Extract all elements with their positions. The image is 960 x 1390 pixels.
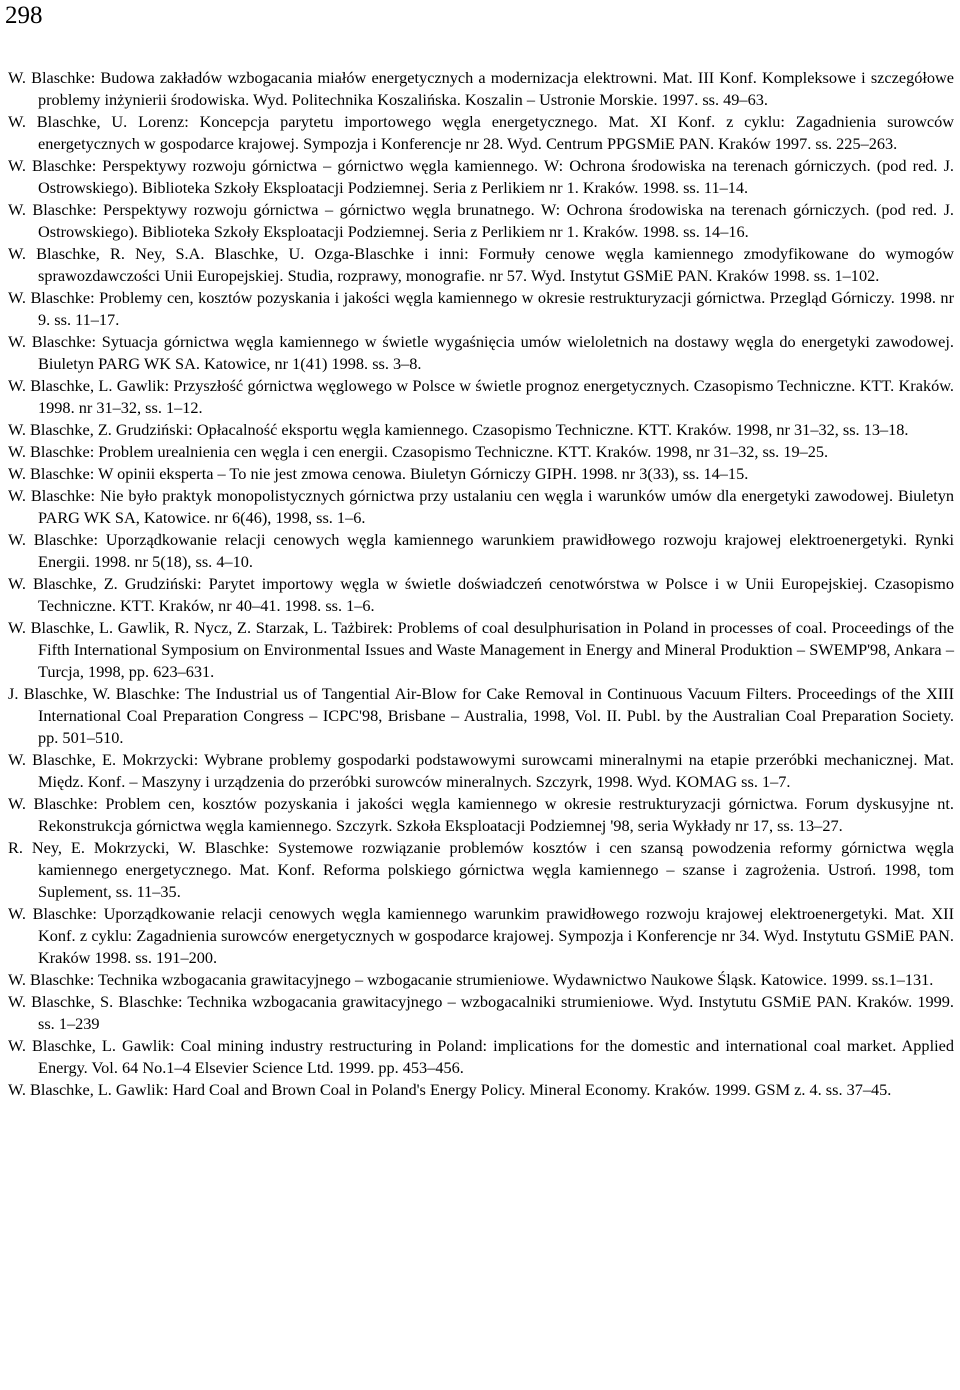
page-number: 298 [5,2,43,29]
reference-entry: W. Blaschke, L. Gawlik: Przyszłość górnictwa węglowego w Polsce w świetle prognoz energetycznych. Czasopismo Techniczne. KTT. Kraków. 1998. nr 31–32, ss. 1–12. [8,376,954,417]
reference-entry: W. Blaschke: Uporządkowanie relacji cenowych węgla kamiennego warunkim prawidłowego rozwoju krajowej elektroenergetyki. Mat. XII Konf. z cyklu: Zagadnienia surowców energetycznych w gospodarce krajowej. Sympozja i Konferencje nr 34. Wyd. Instytutu GSMiE PAN. Kraków 1998. ss. 191–200. [8,904,954,967]
reference-entry: W. Blaschke, Z. Grudziński: Opłacalność eksportu węgla kamiennego. Czasopismo Techniczne. KTT. Kraków. 1998, nr 31–32, ss. 13–18. [8,420,909,439]
reference-entry: W. Blaschke: Problem urealnienia cen węgla i cen energii. Czasopismo Techniczne. KTT. Kraków. 1998, nr 31–32, ss. 19–25. [8,442,829,461]
reference-entry: W. Blaschke: Technika wzbogacania grawitacyjnego – wzbogacanie strumieniowe. Wydawnictwo Naukowe Śląsk. Katowice. 1999. ss.1–131. [8,970,934,989]
reference-entry: W. Blaschke: Sytuacja górnictwa węgla kamiennego w świetle wygaśnięcia umów wieloletnich na dostawy węgla do energetyki zawodowej. Biuletyn PARG WK SA. Katowice, nr 1(41) 1998. ss. 3–8. [8,332,954,373]
reference-entry: R. Ney, E. Mokrzycki, W. Blaschke: Systemowe rozwiązanie problemów kosztów i cen szansą powodzenia reformy górnictwa węgla kamiennego energetycznego. Mat. Konf. Reforma polskiego górnictwa węgla kamiennego – szanse i zagrożenia. Ustroń. 1998, tom Suplement, ss. 11–35. [8,838,954,901]
reference-entry: W. Blaschke, L. Gawlik: Hard Coal and Brown Coal in Poland's Energy Policy. Mineral Economy. Kraków. 1999. GSM z. 4. ss. 37–45. [8,1080,892,1099]
reference-entry: W. Blaschke, L. Gawlik, R. Nycz, Z. Starzak, L. Tażbirek: Problems of coal desulphurisation in Poland in processes of coal. Proceedings of the Fifth International Symposium on Environmental Issues and Waste Management in Energy and Mineral Produktion – SWEMP'98, Ankara – Turcja, 1998, pp. 623–631. [8,618,954,681]
reference-entry: W. Blaschke: Perspektywy rozwoju górnictwa – górnictwo węgla kamiennego. W: Ochrona środowiska na terenach górniczych. (pod red. J. Ostrowskiego). Biblioteka Szkoły Eksploatacji Podziemnej. Seria z Perlikiem nr 1. Kraków. 1998. ss. 11–14. [8,156,954,197]
reference-entry: W. Blaschke: Problemy cen, kosztów pozyskania i jakości węgla kamiennego w okresie restrukturyzacji górnictwa. Przegląd Górniczy. 1998. nr 9. ss. 11–17. [8,288,954,329]
reference-entry: W. Blaschke: Uporządkowanie relacji cenowych węgla kamiennego warunkiem prawidłowego rozwoju krajowej elektroenergetyki. Rynki Energii. 1998. nr 5(18), ss. 4–10. [8,530,954,571]
reference-entry: W. Blaschke: Budowa zakładów wzbogacania miałów energetycznych a modernizacja elektrowni. Mat. III Konf. Kompleksowe i szczegółowe problemy inżynierii środowiska. Wyd. Politechnika Koszalińska. Koszalin – Ustronie Morskie. 1997. ss. 49–63. [8,68,954,109]
reference-list [8,67,954,1101]
reference-entry: W. Blaschke, E. Mokrzycki: Wybrane problemy gospodarki podstawowymi surowcami mineralnymi na etapie przeróbki mechanicznej. Mat. Międz. Konf. – Maszyny i urządzenia do przeróbki surowców mineralnych. Szczyrk, 1998. Wyd. KOMAG ss. 1–7. [8,750,954,791]
reference-entry: W. Blaschke: W opinii eksperta – To nie jest zmowa cenowa. Biuletyn Górniczy GIPH. 1998. nr 3(33), ss. 14–15. [8,464,749,483]
reference-entry: W. Blaschke, S. Blaschke: Technika wzbogacania grawitacyjnego – wzbogacalniki strumieniowe. Wyd. Instytutu GSMiE PAN. Kraków. 1999. ss. 1–239 [8,992,954,1033]
reference-entry: J. Blaschke, W. Blaschke: The Industrial us of Tangential Air-Blow for Cake Removal in Continuous Vacuum Filters. Proceedings of the XIII International Coal Preparation Congress – ICPC'98, Brisbane – Australia, 1998, Vol. II. Publ. by the Australian Coal Preparation Society. pp. 501–510. [8,684,954,747]
reference-entry: W. Blaschke, L. Gawlik: Coal mining industry restructuring in Poland: implications for the domestic and international coal market. Applied Energy. Vol. 64 No.1–4 Elsevier Science Ltd. 1999. pp. 453–456. [8,1036,954,1077]
reference-entry: W. Blaschke: Problem cen, kosztów pozyskania i jakości węgla kamiennego w okresie restrukturyzacji górnictwa. Forum dyskusyjne nt. Rekonstrukcja górnictwa węgla kamiennego. Szczyrk. Szkoła Eksploatacji Podziemnej '98, seria Wykłady nr 17, ss. 13–27. [8,794,954,835]
reference-entry: W. Blaschke, U. Lorenz: Koncepcja parytetu importowego węgla energetycznego. Mat. XI Konf. z cyklu: Zagadnienia surowców energetycznych w gospodarce krajowej. Sympozja i Konferencje nr 28. Wyd. Centrum PPGSMiE PAN. Kraków 1997. ss. 225–263. [8,112,954,153]
reference-entry: W. Blaschke, Z. Grudziński: Parytet importowy węgla w świetle doświadczeń cenotwórstwa w Polsce i w Unii Europejskiej. Czasopismo Techniczne. KTT. Kraków, nr 40–41. 1998. ss. 1–6. [8,574,954,615]
reference-entry: W. Blaschke: Perspektywy rozwoju górnictwa – górnictwo węgla brunatnego. W: Ochrona środowiska na terenach górniczych. (pod red. J. Ostrowskiego). Biblioteka Szkoły Eksploatacji Podziemnej. Seria z Perlikiem nr 1. Kraków. 1998. ss. 14–16. [8,200,954,241]
reference-entry: W. Blaschke: Nie było praktyk monopolistycznych górnictwa przy ustalaniu cen węgla i warunków umów dla energetyki zawodowej. Biuletyn PARG WK SA, Katowice. nr 6(46), 1998, ss. 1–6. [8,486,954,527]
reference-entry: W. Blaschke, R. Ney, S.A. Blaschke, U. Ozga-Blaschke i inni: Formuły cenowe węgla kamiennego zmodyfikowane do wymogów sprawozdawczości Unii Europejskiej. Studia, rozprawy, monografie. nr 57. Wyd. Instytut GSMiE PAN. Kraków 1998. ss. 1–102. [8,244,954,285]
